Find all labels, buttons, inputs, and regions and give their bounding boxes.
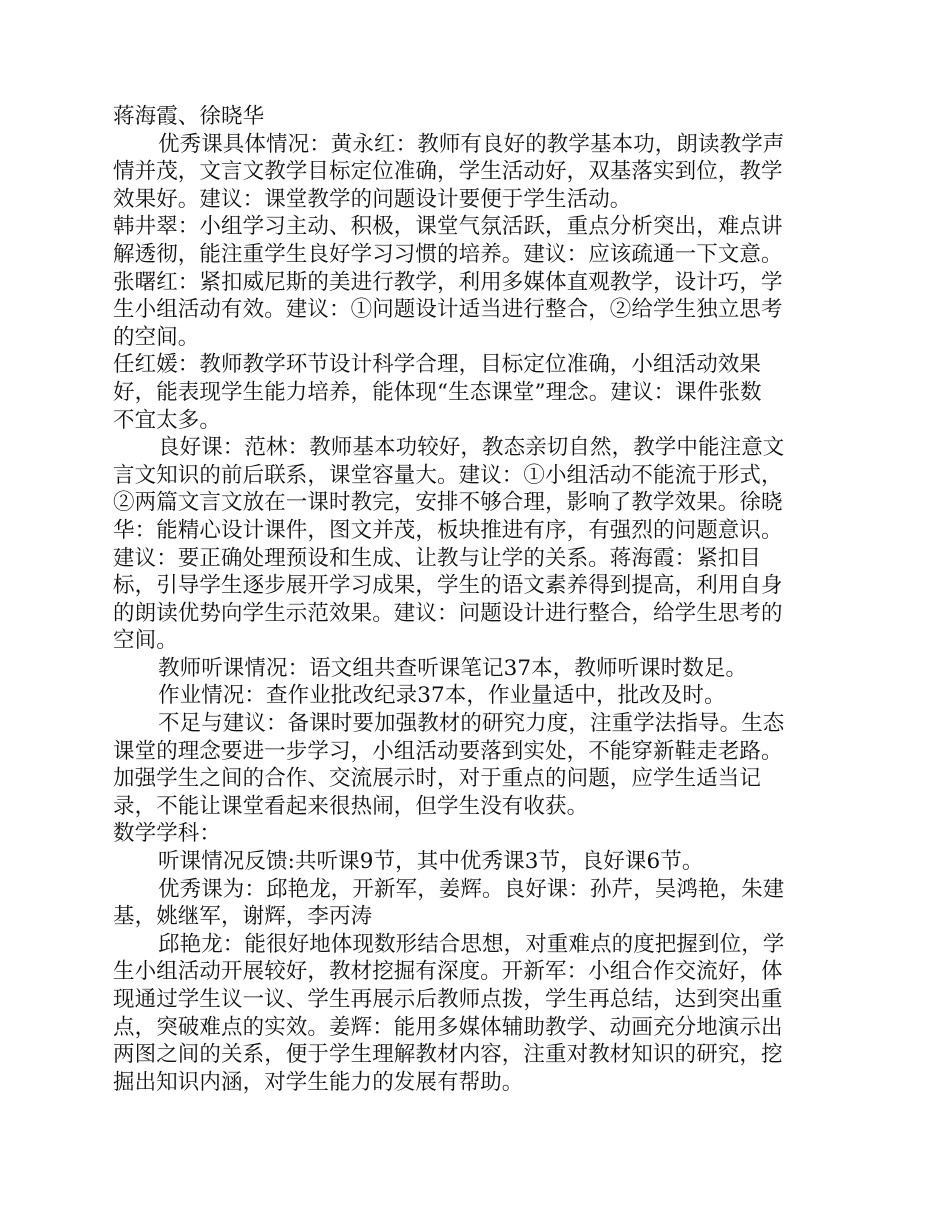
text-line: 韩井翠：小组学习主动、积极，课堂气氛活跃，重点分析突出，难点讲 [113,214,783,240]
text-line: 生小组活动开展较好，教材挖掘有深度。开新军：小组合作交流好，体 [113,959,783,985]
text-line: 任红媛：教师教学环节设计科学合理，目标定位准确，小组活动效果 [113,352,762,378]
text-line: 张曙红：紧扣威尼斯的美进行教学，利用多媒体直观教学，设计巧，学 [113,269,783,295]
text-line: 加强学生之间的合作、交流展示时，对于重点的问题，应学生适当记 [113,766,762,792]
text-line: 华：能精心设计课件，图文并茂，板块推进有序，有强烈的问题意识。 [113,517,783,543]
text-line: 邱艳龙：能很好地体现数形结合思想，对重难点的度把握到位，学 [158,931,785,957]
text-line: 优秀课为：邱艳龙，开新军，姜辉。良好课：孙芹，吴鸿艳，朱建 [158,876,785,902]
text-line: 生小组活动有效。建议：①问题设计适当进行整合，②给学生独立思考 [113,297,783,323]
text-line: 点，突破难点的实效。姜辉：能用多媒体辅助教学、动画充分地演示出 [113,1014,783,1040]
text-line: 效果好。建议：课堂教学的问题设计要便于学生活动。 [113,186,632,212]
text-line: 建议：要正确处理预设和生成、让教与让学的关系。蒋海霞：紧扣目 [113,545,762,571]
text-line: 听课情况反馈:共听课9节，其中优秀课3节，良好课6节。 [158,849,704,875]
text-line: 空间。 [113,628,178,654]
text-line: 情并茂，文言文教学目标定位准确，学生活动好，双基落实到位，教学 [113,159,783,185]
text-line: 课堂的理念要进一步学习，小组活动要落到实处，不能穿新鞋走老路。 [113,738,783,764]
document-page [113,103,843,1096]
text-line: 好，能表现学生能力培养，能体现“生态课堂”理念。建议：课件张数 [113,379,762,405]
text-line: 解透彻，能注重学生良好学习习惯的培养。建议：应该疏通一下文意。 [113,241,783,267]
text-line: 掘出知识内涵，对学生能力的发展有帮助。 [113,1069,524,1095]
text-line: 蒋海霞、徐晓华 [113,104,265,129]
text-line: 良好课：范林：教师基本功较好，教态亲切自然，教学中能注意文 [158,435,785,461]
text-line: 不宜太多。 [113,407,222,433]
text-line: 的朗读优势向学生示范效果。建议：问题设计进行整合，给学生思考的 [113,600,783,626]
text-line: 不足与建议：备课时要加强教材的研究力度，注重学法指导。生态 [158,711,785,737]
text-line: 数学学科： [113,821,222,847]
text-line: ②两篇文言文放在一课时教完，安排不够合理，影响了教学效果。徐晓 [113,490,783,516]
text-line: 标，引导学生逐步展开学习成果，学生的语文素养得到提高，利用自身 [113,573,783,599]
text-line: 言文知识的前后联系，课堂容量大。建议：①小组活动不能流于形式， [113,462,783,488]
text-line: 优秀课具体情况：黄永红：教师有良好的教学基本功，朗读教学声 [158,131,785,157]
text-line: 作业情况：查作业批改纪录37本，作业量适中，批改及时。 [158,683,726,709]
text-line: 基，姚继军，谢辉，李丙涛 [113,904,373,930]
text-line: 录，不能让课堂看起来很热闹，但学生没有收获。 [113,793,589,819]
text-line: 的空间。 [113,324,200,350]
text-line: 现通过学生议一议、学生再展示后教师点拨，学生再总结，达到突出重 [113,987,783,1012]
text-line: 两图之间的关系，便于学生理解教材内容，注重对教材知识的研究，挖 [113,1042,783,1068]
text-line: 教师听课情况：语文组共查听课笔记37本，教师听课时数足。 [158,655,748,681]
